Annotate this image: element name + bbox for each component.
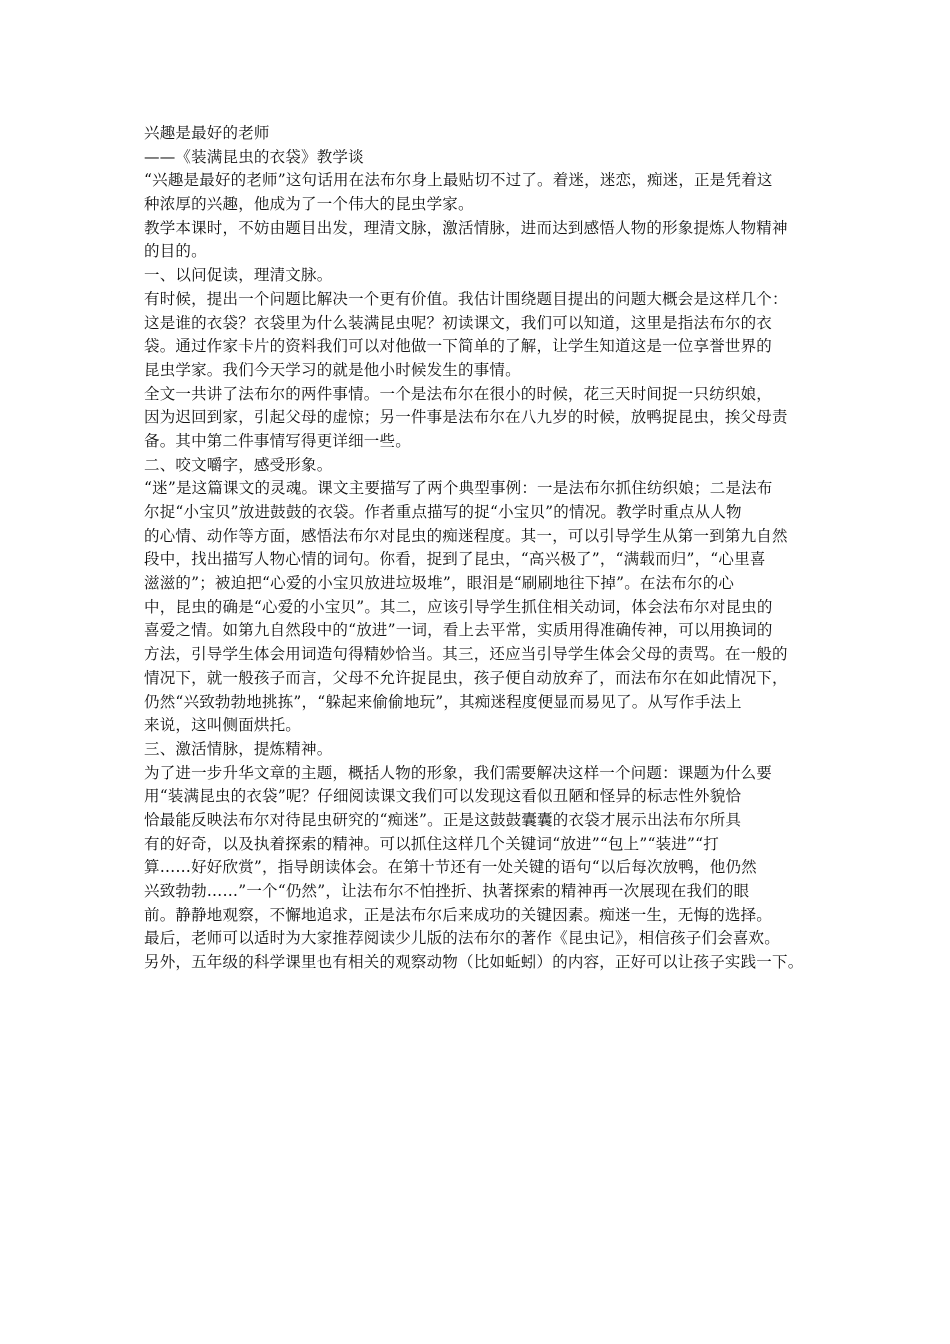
text-line: 仍然“兴致勃勃地挑拣”，“躲起来偷偷地玩”，其痴迷程度便显而易见了。从写作手法上	[144, 692, 742, 711]
text-line: 前。静静地观察，不懈地追求，正是法布尔后来成功的关键因素。痴迷一生，无悔的选择。	[144, 905, 773, 924]
text-line: 的目的。	[144, 242, 207, 261]
section-heading: 一、以问促读，理清文脉。	[144, 266, 333, 285]
text-line: 喜爱之情。如第九自然段中的“放进”一词，看上去平常，实质用得准确传神，可以用换词的	[144, 621, 773, 640]
section-heading: 二、咬文嚼字，感受形象。	[144, 455, 333, 474]
text-line: 这是谁的衣袋？衣袋里为什么装满昆虫呢？初读课文，我们可以知道，这里是指法布尔的衣	[144, 313, 773, 332]
text-line: 全文一共讲了法布尔的两件事情。一个是法布尔在很小的时候，花三天时间捉一只纺织娘，	[144, 384, 773, 403]
document-title: 兴趣是最好的老师	[144, 124, 270, 142]
text-line: 尔捉“小宝贝”放进鼓鼓的衣袋。作者重点描写的捉“小宝贝”的情况。教学时重点从人物	[144, 503, 742, 521]
text-line: 情况下，就一般孩子而言，父母不允许捉昆虫，孩子便自动放弃了，而法布尔在如此情况下，	[144, 668, 788, 687]
text-line: 为了进一步升华文章的主题，概括人物的形象，我们需要解决这样一个问题：课题为什么要	[144, 763, 773, 782]
text-line: 兴致勃勃……”一个“仍然”，让法布尔不怕挫折、执著探索的精神再一次展现在我们的眼	[144, 882, 750, 900]
section-heading: 三、激活情脉，提炼精神。	[144, 739, 333, 758]
document-page	[144, 122, 824, 975]
text-line: 滋滋的”；被迫把“心爱的小宝贝放进垃圾堆”，眼泪是“刷刷地往下掉”。在法布尔的心	[144, 574, 735, 593]
text-line: 段中，找出描写人物心情的词句。你看，捉到了昆虫，“高兴极了”，“满载而归”，“心里喜	[144, 550, 766, 569]
text-line: 算……好好欣赏”，指导朗读体会。在第十节还有一处关键的语句“以后每次放鸭，他仍然	[144, 858, 757, 877]
text-line: 因为迟回到家，引起父母的虚惊；另一件事是法布尔在八九岁的时候，放鸭捉昆虫，挨父母责	[144, 408, 788, 427]
text-line: “迷”是这篇课文的灵魂。课文主要描写了两个典型事例：一是法布尔抓住纺织娘；二是法布	[144, 479, 773, 498]
text-line: 恰最能反映法布尔对待昆虫研究的“痴迷”。正是这鼓鼓囊囊的衣袋才展示出法布尔所具	[144, 810, 742, 829]
text-line: 用“装满昆虫的衣袋”呢？仔细阅读课文我们可以发现这看似丑陋和怪异的标志性外貌恰	[144, 787, 742, 806]
text-line: 有时候，提出一个问题比解决一个更有价值。我估计围绕题目提出的问题大概会是这样几个：	[144, 289, 788, 308]
document-subtitle: ——《装满昆虫的衣袋》教学谈	[144, 147, 364, 166]
text-line: 有的好奇，以及执着探索的精神。可以抓住这样几个关键词“放进”“包上”“装进”“打	[144, 834, 719, 853]
text-line: “兴趣是最好的老师”这句话用在法布尔身上最贴切不过了。着迷，迷恋，痴迷，正是凭着这	[144, 171, 773, 190]
text-line: 种浓厚的兴趣，他成为了一个伟大的昆虫学家。	[144, 195, 474, 214]
text-line: 另外，五年级的科学课里也有相关的观察动物（比如蚯蚓）的内容，正好可以让孩子实践一下。	[144, 953, 804, 972]
text-line: 最后，老师可以适时为大家推荐阅读少儿版的法布尔的著作《昆虫记》，相信孩子们会喜欢。	[144, 929, 780, 948]
text-line: 昆虫学家。我们今天学习的就是他小时候发生的事情。	[144, 360, 521, 379]
text-line: 来说，这叫侧面烘托。	[144, 716, 302, 735]
text-line: 的心情、动作等方面，感悟法布尔对昆虫的痴迷程度。其一，可以引导学生从第一到第九自然	[144, 526, 788, 545]
text-line: 袋。通过作家卡片的资料我们可以对他做一下简单的了解，让学生知道这是一位享誉世界的	[144, 337, 773, 356]
text-line: 备。其中第二件事情写得更详细一些。	[144, 431, 411, 450]
text-line: 教学本课时，不妨由题目出发，理清文脉，激活情脉，进而达到感悟人物的形象提炼人物精神	[144, 218, 788, 237]
text-line: 方法，引导学生体会用词造句得精妙恰当。其三，还应当引导学生体会父母的责骂。在一般的	[144, 645, 788, 664]
text-line: 中，昆虫的确是“心爱的小宝贝”。其二，应该引导学生抓住相关动词，体会法布尔对昆虫的	[144, 597, 773, 616]
